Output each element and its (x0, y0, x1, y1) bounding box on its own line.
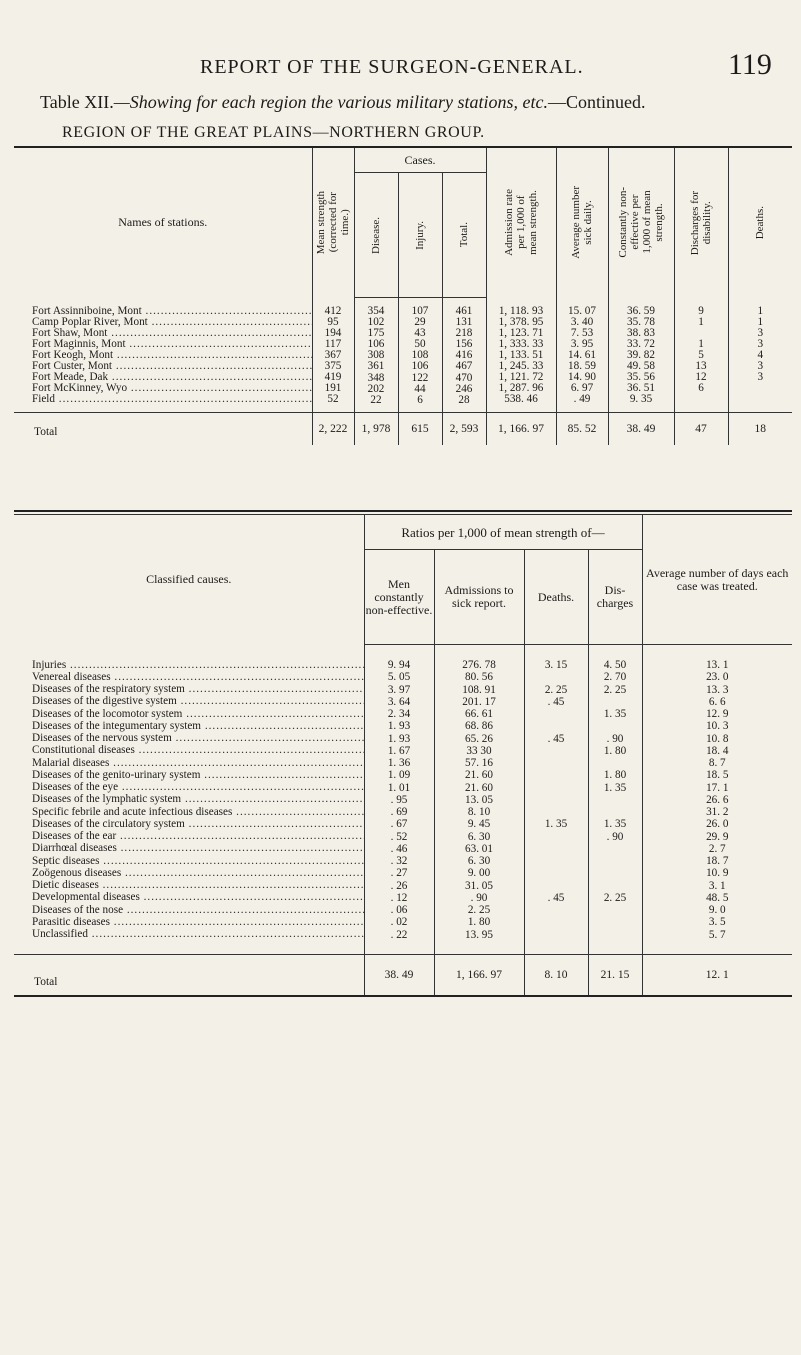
header-admission-rate: Admission rate per 1,000 of mean strength. (503, 189, 539, 257)
table-cell: 33. 72 (627, 338, 655, 350)
page-number: 119 (728, 48, 772, 81)
cause-name: Diseases of the circulatory system ..... (14, 818, 364, 830)
table-cell: 35. 56 (627, 372, 655, 384)
table-cell: 108. 91 (462, 683, 496, 696)
cause-name: Parasitic diseases ..... (14, 916, 364, 928)
header-deaths: Deaths. (754, 206, 767, 240)
avg-days-column (642, 645, 792, 955)
station-name: Fort Shaw, Mont ..... (14, 328, 312, 339)
table-cell: 1. 09 (387, 769, 411, 782)
cause-name: Diseases of the integumentary system ..... (14, 720, 364, 732)
table-cell: 1 (757, 316, 764, 328)
table-cell (525, 720, 588, 732)
station-name: Fort Assinniboine, Mont ..... (14, 306, 312, 317)
table-cell: 9. 0 (708, 904, 726, 916)
table-cell: 2. 25 (467, 904, 491, 916)
table-cell (525, 708, 588, 720)
table-cell: 22 (370, 394, 382, 406)
table-cell: 102 (367, 317, 385, 329)
station-name: Camp Poplar River, Mont ..... (14, 317, 312, 328)
table-cell: 9. 35 (629, 394, 653, 406)
table-cell: 202 (367, 383, 385, 395)
table-cell: . 26 (390, 879, 408, 892)
header-injury: Injury. (414, 220, 426, 250)
table-cell: 1, 166. 97 (434, 955, 524, 997)
table-cell: 3 (757, 360, 764, 372)
table-cell: 6 (698, 383, 704, 395)
header-cause-deaths: Deaths. (524, 550, 588, 645)
region-subcaption: REGION OF THE GREAT PLAINS—NORTHERN GROUP. (62, 124, 485, 141)
table-cell (589, 720, 642, 732)
table-cell (589, 880, 642, 892)
station-name: Fort McKinney, Wyo ..... (14, 383, 312, 394)
table-cell (525, 880, 588, 892)
table-cell: 3. 1 (708, 879, 726, 892)
table-cell: 106 (411, 361, 429, 373)
table-cell: 3 (757, 327, 764, 339)
table-cell: 21. 60 (465, 769, 493, 782)
table-cell: 8. 10 (467, 806, 491, 818)
table-cell: 3. 40 (570, 316, 594, 328)
cause-discharges-column (588, 645, 642, 955)
table-cell: 6 (417, 394, 423, 406)
table-cell: 8. 7 (708, 757, 726, 769)
table-cell: 1. 01 (387, 781, 411, 794)
table-cell: 31. 05 (465, 879, 493, 892)
table-cell: . 02 (390, 916, 408, 929)
table-cell: 10. 8 (706, 732, 729, 745)
table-cell: 4 (757, 349, 764, 361)
station-name: Fort Keogh, Mont ..... (14, 350, 312, 361)
caption-continued: —Continued. (548, 92, 646, 112)
table-cell (525, 769, 588, 781)
disease-column (354, 298, 398, 413)
table-cell: 246 (455, 383, 473, 395)
table-cell: . 45 (547, 695, 565, 708)
table-cell: 52 (327, 394, 339, 406)
table-cell: Total (14, 955, 364, 997)
table-cell: 412 (324, 305, 342, 317)
table-cell (525, 806, 588, 818)
table-cell: 31. 2 (706, 806, 729, 818)
table-cell: 419 (324, 372, 342, 384)
table-cell: 10. 3 (706, 720, 729, 733)
table-cell: 1. 35 (603, 818, 627, 831)
station-names-column (14, 298, 312, 413)
table-cell: 29 (414, 317, 426, 329)
table-cell: 50 (414, 339, 426, 351)
table-cell: . 45 (547, 891, 565, 904)
cause-name: Constitutional diseases ..... (14, 744, 364, 756)
table-cell: 15. 07 (568, 305, 596, 317)
table-cell: . 90 (606, 732, 624, 745)
table-cell (525, 904, 588, 916)
table-cell: 29. 9 (706, 830, 729, 843)
table-cell (589, 855, 642, 867)
table-cell: 175 (367, 328, 385, 340)
table-cell: 470 (455, 372, 473, 384)
running-title: REPORT OF THE SURGEON-GENERAL. (200, 56, 584, 78)
table-cell: 80. 56 (465, 671, 493, 684)
table-cell: 108 (411, 350, 429, 362)
table-cell: 1, 245. 33 (498, 360, 544, 372)
table-cell: 36. 59 (627, 305, 655, 317)
table-cell: 308 (367, 350, 385, 362)
table-cell: 122 (411, 372, 429, 384)
table-cell: 9. 00 (467, 867, 491, 880)
table-cell: 18. 59 (568, 360, 596, 372)
table-cell (589, 757, 642, 769)
table-cell: 106 (367, 339, 385, 351)
table-cell: . 06 (390, 904, 408, 916)
table-cell: 33 30 (466, 744, 492, 757)
cause-name: Diarrhœal diseases ..... (14, 842, 364, 854)
table-cell: 26. 6 (706, 793, 729, 806)
table-cell: 1 (757, 305, 764, 317)
header-admissions: Admissions to sick report. (434, 550, 524, 645)
table-cell (589, 696, 642, 708)
table-cell: 1. 35 (603, 781, 627, 794)
table-cell: 21. 60 (465, 781, 493, 794)
table-cell: 35. 78 (627, 316, 655, 328)
cause-name: Diseases of the lymphatic system ..... (14, 793, 364, 805)
cause-name: Diseases of the nose ..... (14, 904, 364, 916)
table-cell: 5 (698, 349, 704, 361)
table-cell: 6. 30 (467, 830, 491, 843)
table-cell: 156 (455, 339, 473, 351)
header-cause-discharges: Dis-charges (588, 550, 642, 645)
table-cell: 85. 52 (556, 413, 608, 446)
table-cell: 1. 80 (467, 916, 491, 929)
table-cell (729, 383, 793, 394)
table-cell: 3. 5 (708, 916, 726, 929)
header-avg-sick: Average number sick daily. (570, 186, 594, 260)
table-cell (525, 867, 588, 879)
table-cell: 47 (674, 413, 728, 446)
table-cell: 18 (728, 413, 792, 446)
table-cell: Total (14, 413, 312, 446)
cause-name: Zoögenous diseases ..... (14, 867, 364, 879)
injury-column (398, 298, 442, 413)
table-cell: 375 (324, 360, 342, 372)
avg-sick-column (556, 298, 608, 413)
table-cell: 68. 86 (465, 720, 493, 733)
stations-table (14, 146, 792, 445)
cases-total-column (442, 298, 486, 413)
table-cell: 191 (324, 383, 342, 395)
causes-total-row (14, 955, 792, 997)
table-cell: . 69 (390, 806, 408, 818)
table-cell (525, 671, 588, 683)
table-cell (525, 843, 588, 855)
cause-deaths-column (524, 645, 588, 955)
table-cell: 538. 46 (504, 394, 538, 406)
table-cell: . 49 (573, 394, 591, 406)
header-mean-strength: Mean strength (corrected for time.) (315, 191, 351, 255)
table-cell: 1. 93 (387, 732, 411, 745)
table-cell: 3. 97 (387, 683, 411, 696)
table-cell (675, 394, 728, 405)
table-cell: 13. 05 (465, 793, 493, 806)
table-cell: 66. 61 (465, 708, 493, 720)
cause-name: Diseases of the digestive system ..... (14, 695, 364, 707)
table-cell: 57. 16 (465, 757, 493, 769)
table-cell: 12 (695, 372, 707, 384)
header-classified-causes: Classified causes. (146, 572, 232, 587)
station-name: Fort Custer, Mont ..... (14, 361, 312, 372)
table-cell: . 12 (390, 891, 408, 904)
table-cell: . 32 (390, 855, 408, 867)
causes-table (14, 510, 792, 997)
table-cell (589, 843, 642, 855)
table-cell: 1, 123. 71 (498, 327, 544, 339)
table-cell: 1. 80 (603, 769, 627, 782)
table-cell: 63. 01 (465, 842, 493, 855)
table-cell (589, 867, 642, 879)
table-cell: 1. 36 (387, 757, 411, 769)
table-cell (589, 904, 642, 916)
table-cell: 4. 50 (603, 659, 627, 671)
table-cell: 18. 4 (706, 744, 729, 757)
table-cell: 5. 05 (387, 671, 411, 684)
table-cell (589, 794, 642, 806)
table-cell: 13. 3 (706, 683, 729, 696)
table-cell: 21. 15 (588, 955, 642, 997)
table-cell: 1. 35 (544, 818, 568, 831)
table-caption (40, 92, 646, 113)
table-cell: 348 (367, 372, 385, 384)
table-cell: 3 (757, 372, 764, 384)
table-cell: 1. 35 (603, 708, 627, 720)
table-cell: 467 (455, 361, 473, 373)
men-noneffective-column (364, 645, 434, 955)
table-cell: 1, 333. 33 (498, 338, 544, 350)
table-cell: 1 (698, 338, 704, 350)
table-cell (525, 916, 588, 928)
table-cell: 26. 0 (706, 818, 729, 831)
table-cell: 18. 7 (706, 855, 729, 867)
table-cell: 43 (414, 328, 426, 340)
table-cell: 2. 70 (603, 671, 627, 684)
table-cell: . 22 (390, 928, 408, 941)
table-cell: 2. 7 (708, 842, 726, 855)
running-head (0, 48, 801, 84)
table-cell: 8. 10 (524, 955, 588, 997)
admission-rate-column (486, 298, 556, 413)
discharges-column (674, 298, 728, 413)
noneffective-column (608, 298, 674, 413)
table-cell: 1 (698, 316, 704, 328)
table-cell: 1. 67 (387, 744, 411, 757)
table-cell: 1, 978 (354, 413, 398, 446)
table-cell (525, 794, 588, 806)
table-cell (729, 394, 793, 405)
table-cell: . 45 (547, 732, 565, 745)
header-men-noneffective: Men constantly non-effective. (364, 550, 434, 645)
cause-name: Diseases of the ear ..... (14, 830, 364, 842)
table-cell: . 27 (390, 867, 408, 880)
table-cell: 13. 1 (706, 659, 729, 671)
table-cell: 6. 6 (708, 695, 726, 708)
table-cell: 13 (695, 360, 707, 372)
deaths-column (728, 298, 792, 413)
table-cell (525, 782, 588, 794)
table-cell: 95 (327, 316, 339, 328)
table-cell: 14. 61 (568, 349, 596, 361)
table-cell: 17. 1 (706, 781, 729, 794)
table-cell: 7. 53 (570, 327, 594, 339)
table-cell: 2. 25 (603, 891, 627, 904)
table-cell: 107 (411, 306, 429, 317)
table-cell: 3 (757, 338, 764, 350)
table-cell: 3. 95 (570, 338, 594, 350)
table-cell (525, 855, 588, 867)
table-cell: 615 (398, 413, 442, 446)
table-cell: 38. 49 (364, 955, 434, 997)
table-cell: 1. 93 (387, 720, 411, 733)
table-cell: . 67 (390, 818, 408, 831)
cause-names-column (14, 645, 364, 955)
table-cell: 354 (367, 306, 385, 317)
table-cell: 194 (324, 327, 342, 339)
table-cell: 23. 0 (706, 671, 729, 684)
table-cell: 18. 5 (706, 769, 729, 782)
table-cell: . 90 (470, 891, 488, 904)
cause-name: Specific febrile and acute infectious diseases ..... (14, 806, 364, 818)
table-cell: 276. 78 (462, 659, 496, 671)
table-cell: 6. 30 (467, 855, 491, 867)
table-cell: 12. 1 (642, 955, 792, 997)
table-cell (589, 916, 642, 928)
stations-total-row (14, 413, 792, 446)
caption-label: Table XII. (40, 92, 114, 112)
table-cell: 49. 58 (627, 360, 655, 372)
table-cell (589, 929, 642, 941)
header-station-names: Names of stations. (118, 215, 208, 230)
table-cell: 2. 25 (544, 683, 568, 696)
table-cell: . 95 (390, 793, 408, 806)
table-cell (525, 757, 588, 769)
table-cell: 2, 222 (312, 413, 354, 446)
table-cell: 367 (324, 349, 342, 361)
cause-name: Developmental diseases ..... (14, 891, 364, 903)
table-cell: 5. 7 (708, 928, 726, 941)
table-cell: 1, 166. 97 (486, 413, 556, 446)
table-cell (589, 806, 642, 818)
mean-strength-column (312, 298, 354, 413)
cause-name: Unclassified ..... (14, 928, 364, 940)
cause-name: Malarial diseases ..... (14, 757, 364, 769)
table-cell: 461 (455, 306, 473, 317)
station-name: Fort Maginnis, Mont ..... (14, 339, 312, 350)
table-cell: 39. 82 (627, 349, 655, 361)
header-discharges: Discharges for disability. (689, 190, 713, 255)
table-cell: 3. 64 (387, 695, 411, 708)
station-name: Field ..... (14, 394, 312, 405)
header-avg-days: Average number of days each case was treated. (642, 515, 792, 645)
table-cell: 1, 378. 95 (498, 316, 544, 328)
header-ratios: Ratios per 1,000 of mean strength of— (364, 515, 642, 550)
table-cell: 12. 9 (706, 708, 729, 720)
table-cell (525, 831, 588, 843)
header-cases-total: Total. (458, 222, 470, 248)
table-cell: 10. 9 (706, 867, 729, 880)
table-cell (525, 745, 588, 757)
table-cell: 1. 80 (603, 744, 627, 757)
header-noneffective: Constantly non- effective per 1,000 of mean strength. (617, 187, 665, 259)
table-cell: 201. 17 (462, 695, 496, 708)
cause-name: Diseases of the respiratory system ..... (14, 683, 364, 695)
admissions-column (434, 645, 524, 955)
table-cell: 13. 95 (465, 928, 493, 941)
table-cell: 218 (455, 328, 473, 340)
table-cell: 28 (458, 394, 470, 406)
caption-text: —Showing for each region the various military stations, etc. (113, 92, 549, 112)
table-cell: . 46 (390, 842, 408, 855)
table-cell: 416 (455, 350, 473, 362)
table-cell: 131 (455, 317, 473, 329)
table-cell: 9. 94 (387, 659, 411, 671)
cause-name: Diseases of the locomotor system ..... (14, 708, 364, 720)
table-cell (675, 328, 728, 339)
table-cell: 1, 133. 51 (498, 349, 544, 361)
table-cell: 2. 34 (387, 708, 411, 720)
cause-name: Diseases of the nervous system ..... (14, 732, 364, 744)
table-cell: 3. 15 (544, 659, 568, 671)
cause-name: Diseases of the eye ..... (14, 781, 364, 793)
table-cell: 1, 121. 72 (498, 372, 544, 384)
table-cell: . 52 (390, 830, 408, 843)
table-cell: 38. 49 (608, 413, 674, 446)
header-disease: Disease. (370, 216, 382, 254)
cause-name: Venereal diseases ..... (14, 671, 364, 683)
table-cell: 9 (698, 305, 704, 317)
table-cell: 14. 90 (568, 372, 596, 384)
table-cell: 117 (324, 338, 342, 350)
table-cell: 38. 83 (627, 327, 655, 339)
table-cell: 2, 593 (442, 413, 486, 446)
table-cell: 361 (367, 361, 385, 373)
table-cell: 48. 5 (706, 891, 729, 904)
table-cell: 36. 51 (627, 383, 655, 395)
cause-name: Septic diseases ..... (14, 855, 364, 867)
header-cases: Cases. (354, 148, 486, 173)
table-cell: 9. 45 (467, 818, 491, 831)
cause-name: Injuries ..... (14, 659, 364, 671)
station-name: Fort Meade, Dak ..... (14, 372, 312, 383)
table-cell: 6. 97 (570, 383, 594, 395)
table-cell: 2. 25 (603, 683, 627, 696)
table-cell: 1, 118. 93 (498, 305, 544, 317)
table-cell: 65. 26 (465, 732, 493, 745)
table-cell (525, 929, 588, 941)
table-cell: . 90 (606, 830, 624, 843)
cause-name: Dietic diseases ..... (14, 879, 364, 891)
table-cell: 44 (414, 383, 426, 395)
table-cell: 1, 287. 96 (498, 383, 544, 395)
cause-name: Diseases of the genito-urinary system ..... (14, 769, 364, 781)
